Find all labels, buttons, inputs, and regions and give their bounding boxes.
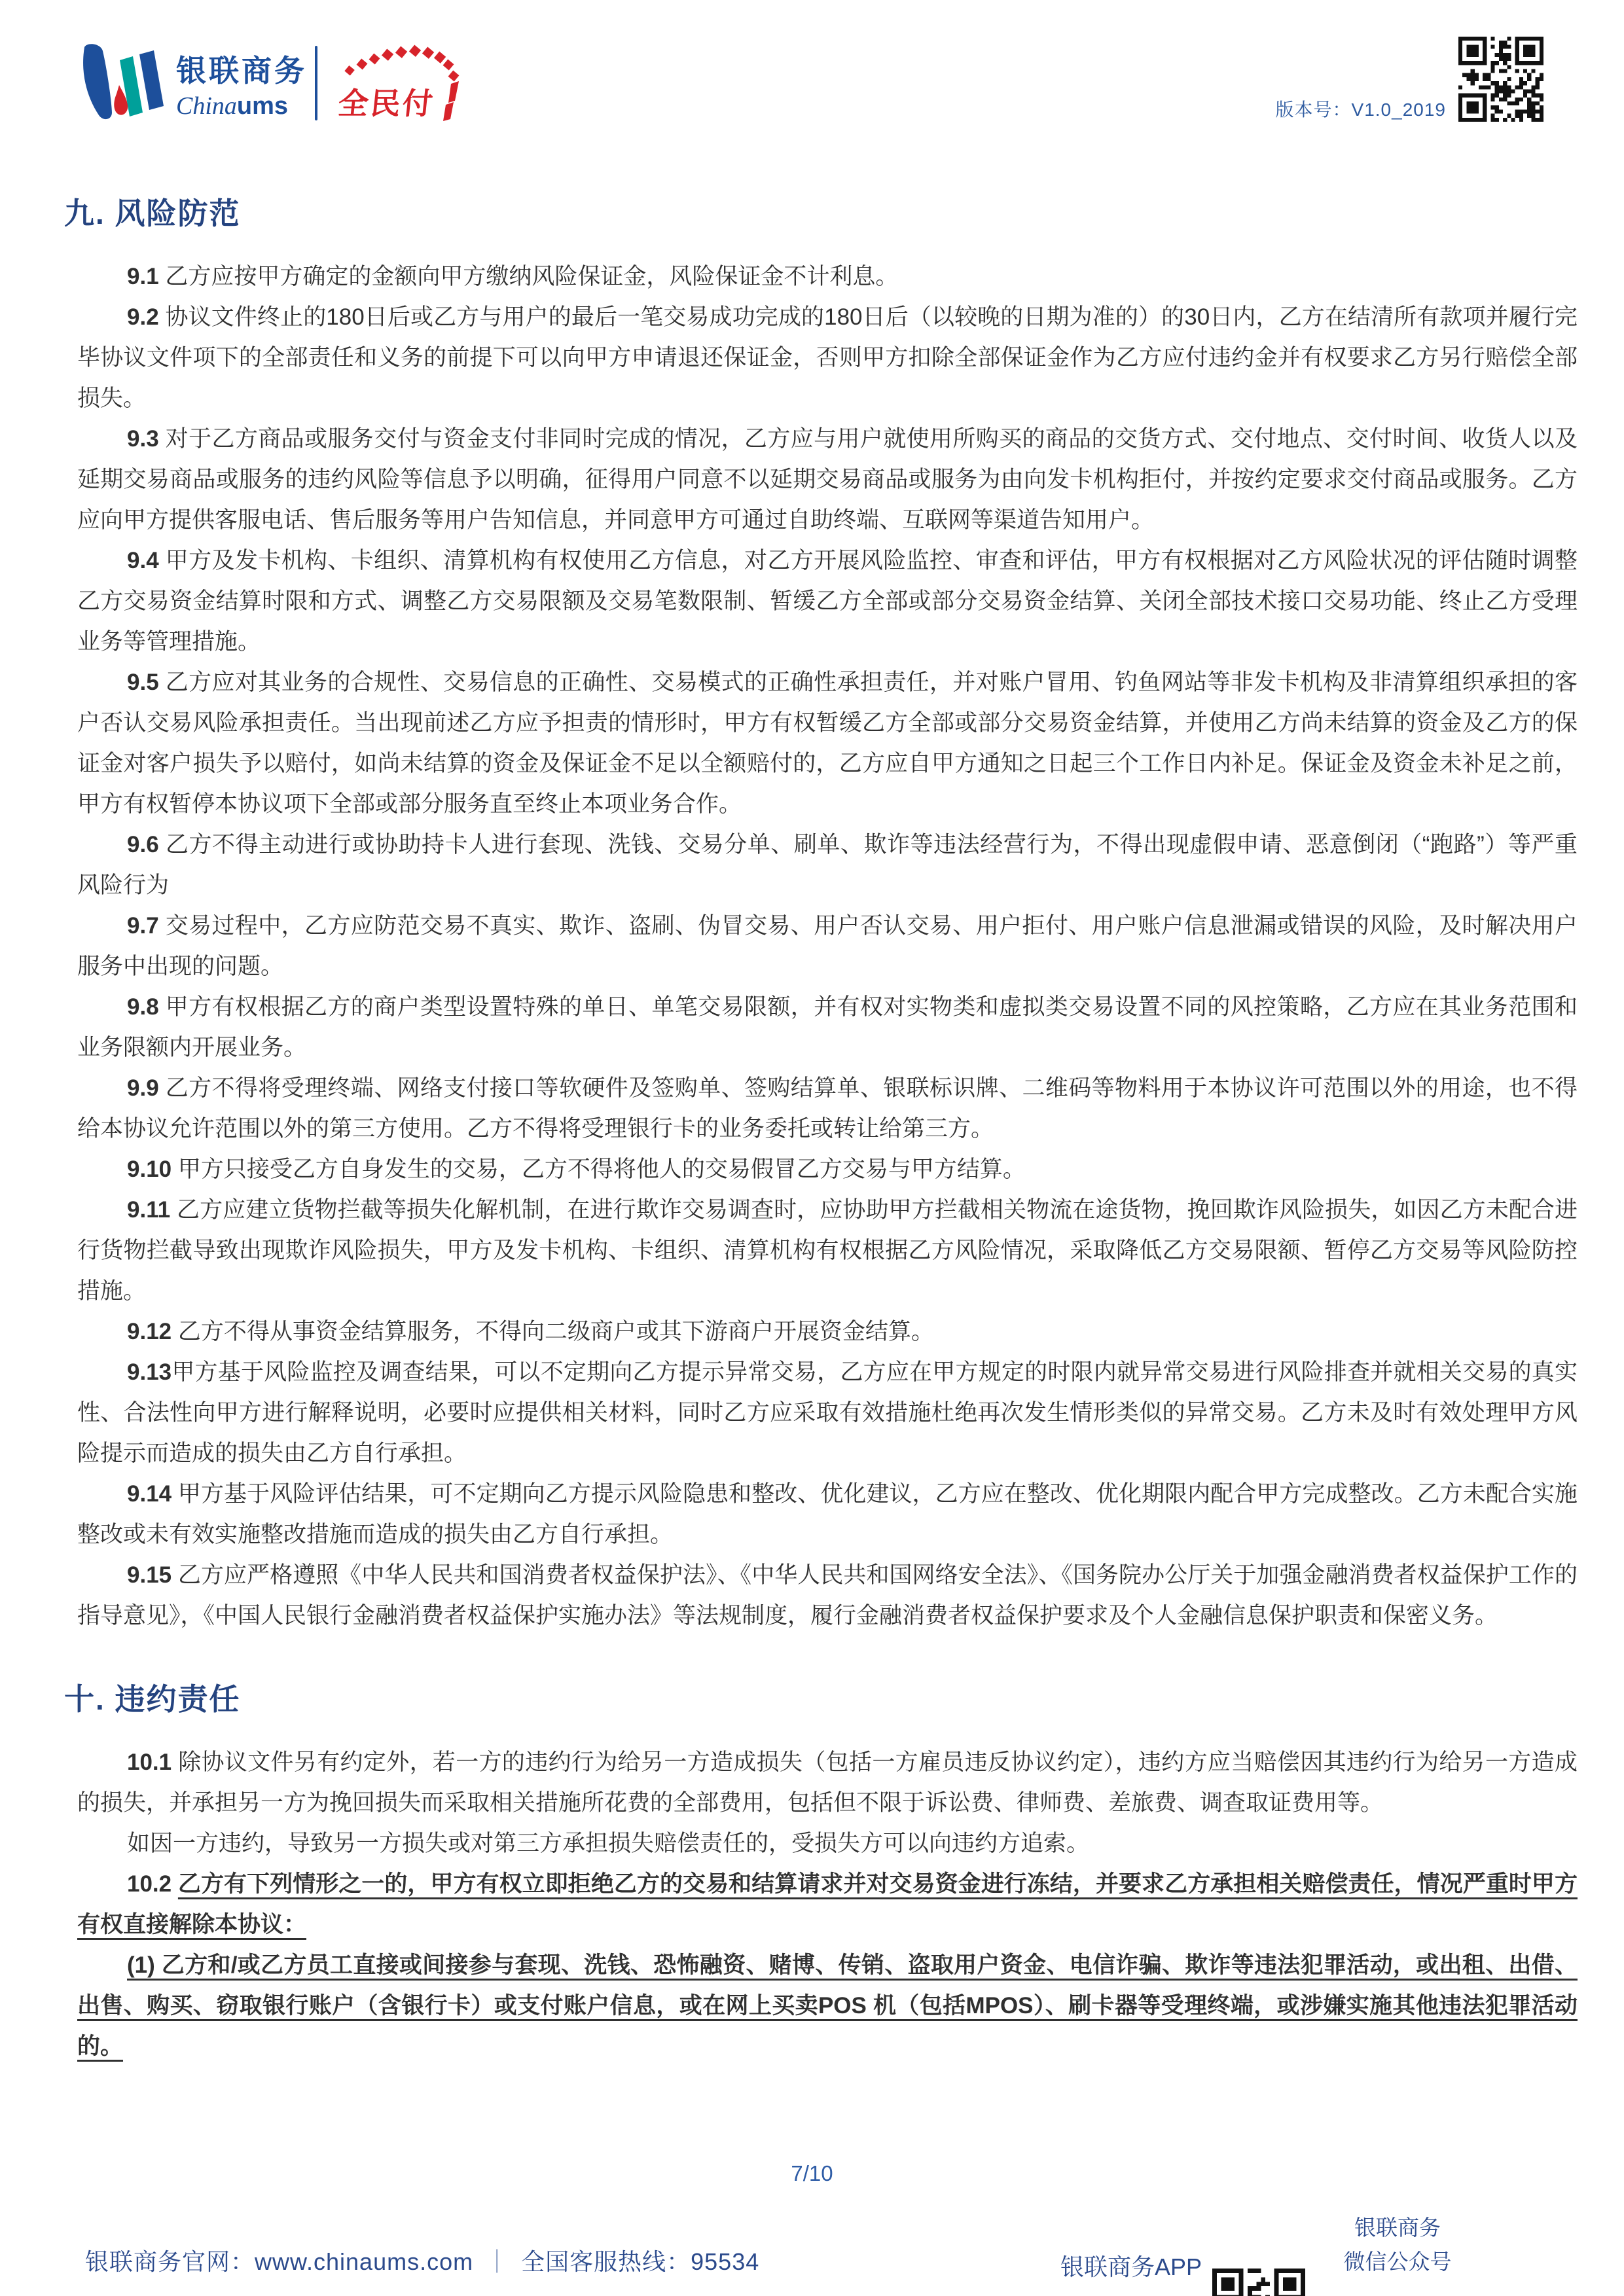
footer-contact [85,2244,759,2277]
paragraph: 9.6 乙方不得主动进行或协助持卡人进行套现、洗钱、交易分单、刷单、欺诈等违法经营行为，不得出现虚假申请、恶意倒闭（“跑路”）等严重风险行为 [77,832,1578,898]
paragraph: (1) 乙方和/或乙方员工直接或间接参与套现、洗钱、恐怖融资、赌博、传销、盗取用户资金、电信诈骗、欺诈等违法犯罪活动，或出租、出借、出售、购买、窃取银行账户（含银行卡）或支付账户信息，或在网上买卖POS 机（包括MPOS）、刷卡器等受理终端，或涉嫌实施其他违法犯罪活动的。 [77,1952,1578,2059]
paragraph: 9.5 乙方应对其业务的合规性、交易信息的正确性、交易模式的正确性承担责任，并对账户冒用、钓鱼网站等非发卡机构及非清算组织承担的客户否认交易风险承担责任。当出现前述乙方应予担责的情形时，甲方有权暂缓乙方全部或部分交易资金结算，并使用乙方尚未结算的资金及乙方的保证金对客户损失予以赔付，如尚未结算的资金及保证金不足以全额赔付的，乙方应自甲方通知之日起三个工作日内补足。保证金及资金未补足之前，甲方有权暂停本协议项下全部或部分服务直至终止本项业务合作。 [77,670,1578,817]
paragraph: 9.2 协议文件终止的180日后或乙方与用户的最后一笔交易成功完成的180日后（以较晚的日期为准的）的30日内，乙方在结清所有款项并履行完毕协议文件项下的全部责任和义务的前提下可以向甲方申请退还保证金，否则甲方扣除全部保证金作为乙方应付违约金并有权要求乙方另行赔偿全部损失。 [77,304,1578,411]
quanminfu-logo [336,45,459,121]
paragraph: 10.1 除协议文件另有约定外，若一方的违约行为给另一方造成损失（包括一方雇员违反协议约定），违约方应当赔偿因其违约行为给另一方造成的损失，并承担另一方为挽回损失而采取相关措施所花费的全部费用，包括但不限于诉讼费、律师费、差旅费、调查取证费用等。 [77,1749,1578,1816]
paragraph: 9.4 甲方及发卡机构、卡组织、清算机构有权使用乙方信息，对乙方开展风险监控、审查和评估，甲方有权根据对乙方风险状况的评估随时调整乙方交易资金结算时限和方式、调整乙方交易限额及交易笔数限制、暂缓乙方全部或部分交易资金结算、关闭全部技术接口交易功能、终止乙方受理业务等管理措施。 [77,548,1578,655]
paragraph: 10.2 乙方有下列情形之一的，甲方有权立即拒绝乙方的交易和结算请求并对交易资金进行冻结，并要求乙方承担相关赔偿责任，情况严重时甲方有权直接解除本协议： [77,1871,1578,1937]
paragraph: 9.1 乙方应按甲方确定的金额向甲方缴纳风险保证金，风险保证金不计利息。 [127,264,899,289]
brand-en-text: Chinaums [176,92,289,120]
wechat-qr-label: 银联商务 微信公众号 [1343,2215,1452,2274]
paragraph: 9.7 交易过程中，乙方应防范交易不真实、欺诈、盗刷、伪冒交易、用户否认交易、用户拒付、用户账户信息泄漏或错误的风险，及时解决用户服务中出现的问题。 [77,913,1578,979]
paragraph: 9.10 甲方只接受乙方自身发生的交易，乙方不得将他人的交易假冒乙方交易与甲方结算。 [127,1157,1026,1182]
paragraph: 9.14 甲方基于风险评估结果，可不定期向乙方提示风险隐患和整改、优化建议，乙方应在整改、优化期限内配合甲方完成整改。乙方未配合实施整改或未有效实施整改措施而造成的损失由乙方自行承担。 [77,1481,1578,1547]
quanminfu-text: 全民付 [336,86,437,120]
paragraph: 9.8 甲方有权根据乙方的商户类型设置特殊的单日、单笔交易限额，并有权对实物类和虚拟类交易设置不同的风控策略，乙方应在其业务范围和业务限额内开展业务。 [77,994,1578,1060]
footer-separator: ｜ [485,2248,510,2275]
document-body [64,196,1578,2067]
footer-hotline: 全国客服热线：95534 [521,2248,760,2275]
paragraph: 9.9 乙方不得将受理终端、网络支付接口等软硬件及签购单、签购结算单、银联标识牌、二维码等物料用于本协议许可范围以外的用途，也不得给本协议允许范围以外的第三方使用。乙方不得将受理银行卡的业务委托或转让给第三方。 [77,1075,1578,1141]
section-title: 九. 风险防范 [64,196,241,230]
chinaums-logo [78,41,471,126]
brand-cn-text: 银联商务 [176,54,307,88]
app-qr-code [1212,2269,1305,2296]
paragraph: 9.12 乙方不得从事资金结算服务，不得向二级商户或其下游商户开展资金结算。 [127,1319,934,1344]
paragraph: 9.13甲方基于风险监控及调查结果，可以不定期向乙方提示异常交易，乙方应在甲方规定的时限内就异常交易进行风险排查并就相关交易的真实性、合法性向甲方进行解释说明，必要时应提供相关材料，同时乙方应采取有效措施杜绝再次发生情形类似的异常交易。乙方未及时有效处理甲方风险提示而造成的损失由乙方自行承担。 [77,1359,1578,1466]
app-qr-label: 银联商务APP [1060,2253,1202,2280]
footer-website: 银联商务官网：www.chinaums.com [85,2248,474,2275]
ums-mark [83,44,164,119]
page-number: 7/10 [791,2161,833,2185]
paragraph: 9.3 对于乙方商品或服务交付与资金支付非同时完成的情况，乙方应与用户就使用所购买的商品的交货方式、交付地点、交付时间、收货人以及延期交易商品或服务的违约风险等信息予以明确，征得用户同意不以延期交易商品或服务为由向发卡机构拒付，并按约定要求交付商品或服务。乙方应向甲方提供客服电话、售后服务等用户告知信息，并同意甲方可通过自助终端、互联网等渠道告知用户。 [77,426,1578,533]
version-label: 版本号：V1.0_2019 [1275,99,1446,120]
paragraph: 如因一方违约，导致另一方损失或对第三方承担损失赔偿责任的，受损失方可以向违约方追索。 [127,1831,1090,1856]
section-title: 十. 违约责任 [64,1682,241,1716]
logo-divider [315,46,317,120]
paragraph: 9.11 乙方应建立货物拦截等损失化解机制，在进行欺诈交易调查时，应协助甲方拦截相关物流在途货物，挽回欺诈风险损失，如因乙方未配合进行货物拦截导致出现欺诈风险损失，甲方及发卡机构、卡组织、清算机构有权根据乙方风险情况，采取降低乙方交易限额、暂停乙方交易等风险防控措施。 [77,1197,1578,1304]
page-qr-code [1458,37,1543,122]
paragraph: 9.15 乙方应严格遵照《中华人民共和国消费者权益保护法》、《中华人民共和国网络安全法》、《国务院办公厅关于加强金融消费者权益保护工作的指导意见》，《中国人民银行金融消费者权益保护实施办法》等法规制度，履行金融消费者权益保护要求及个人金融信息保护职责和保密义务。 [77,1562,1578,1628]
